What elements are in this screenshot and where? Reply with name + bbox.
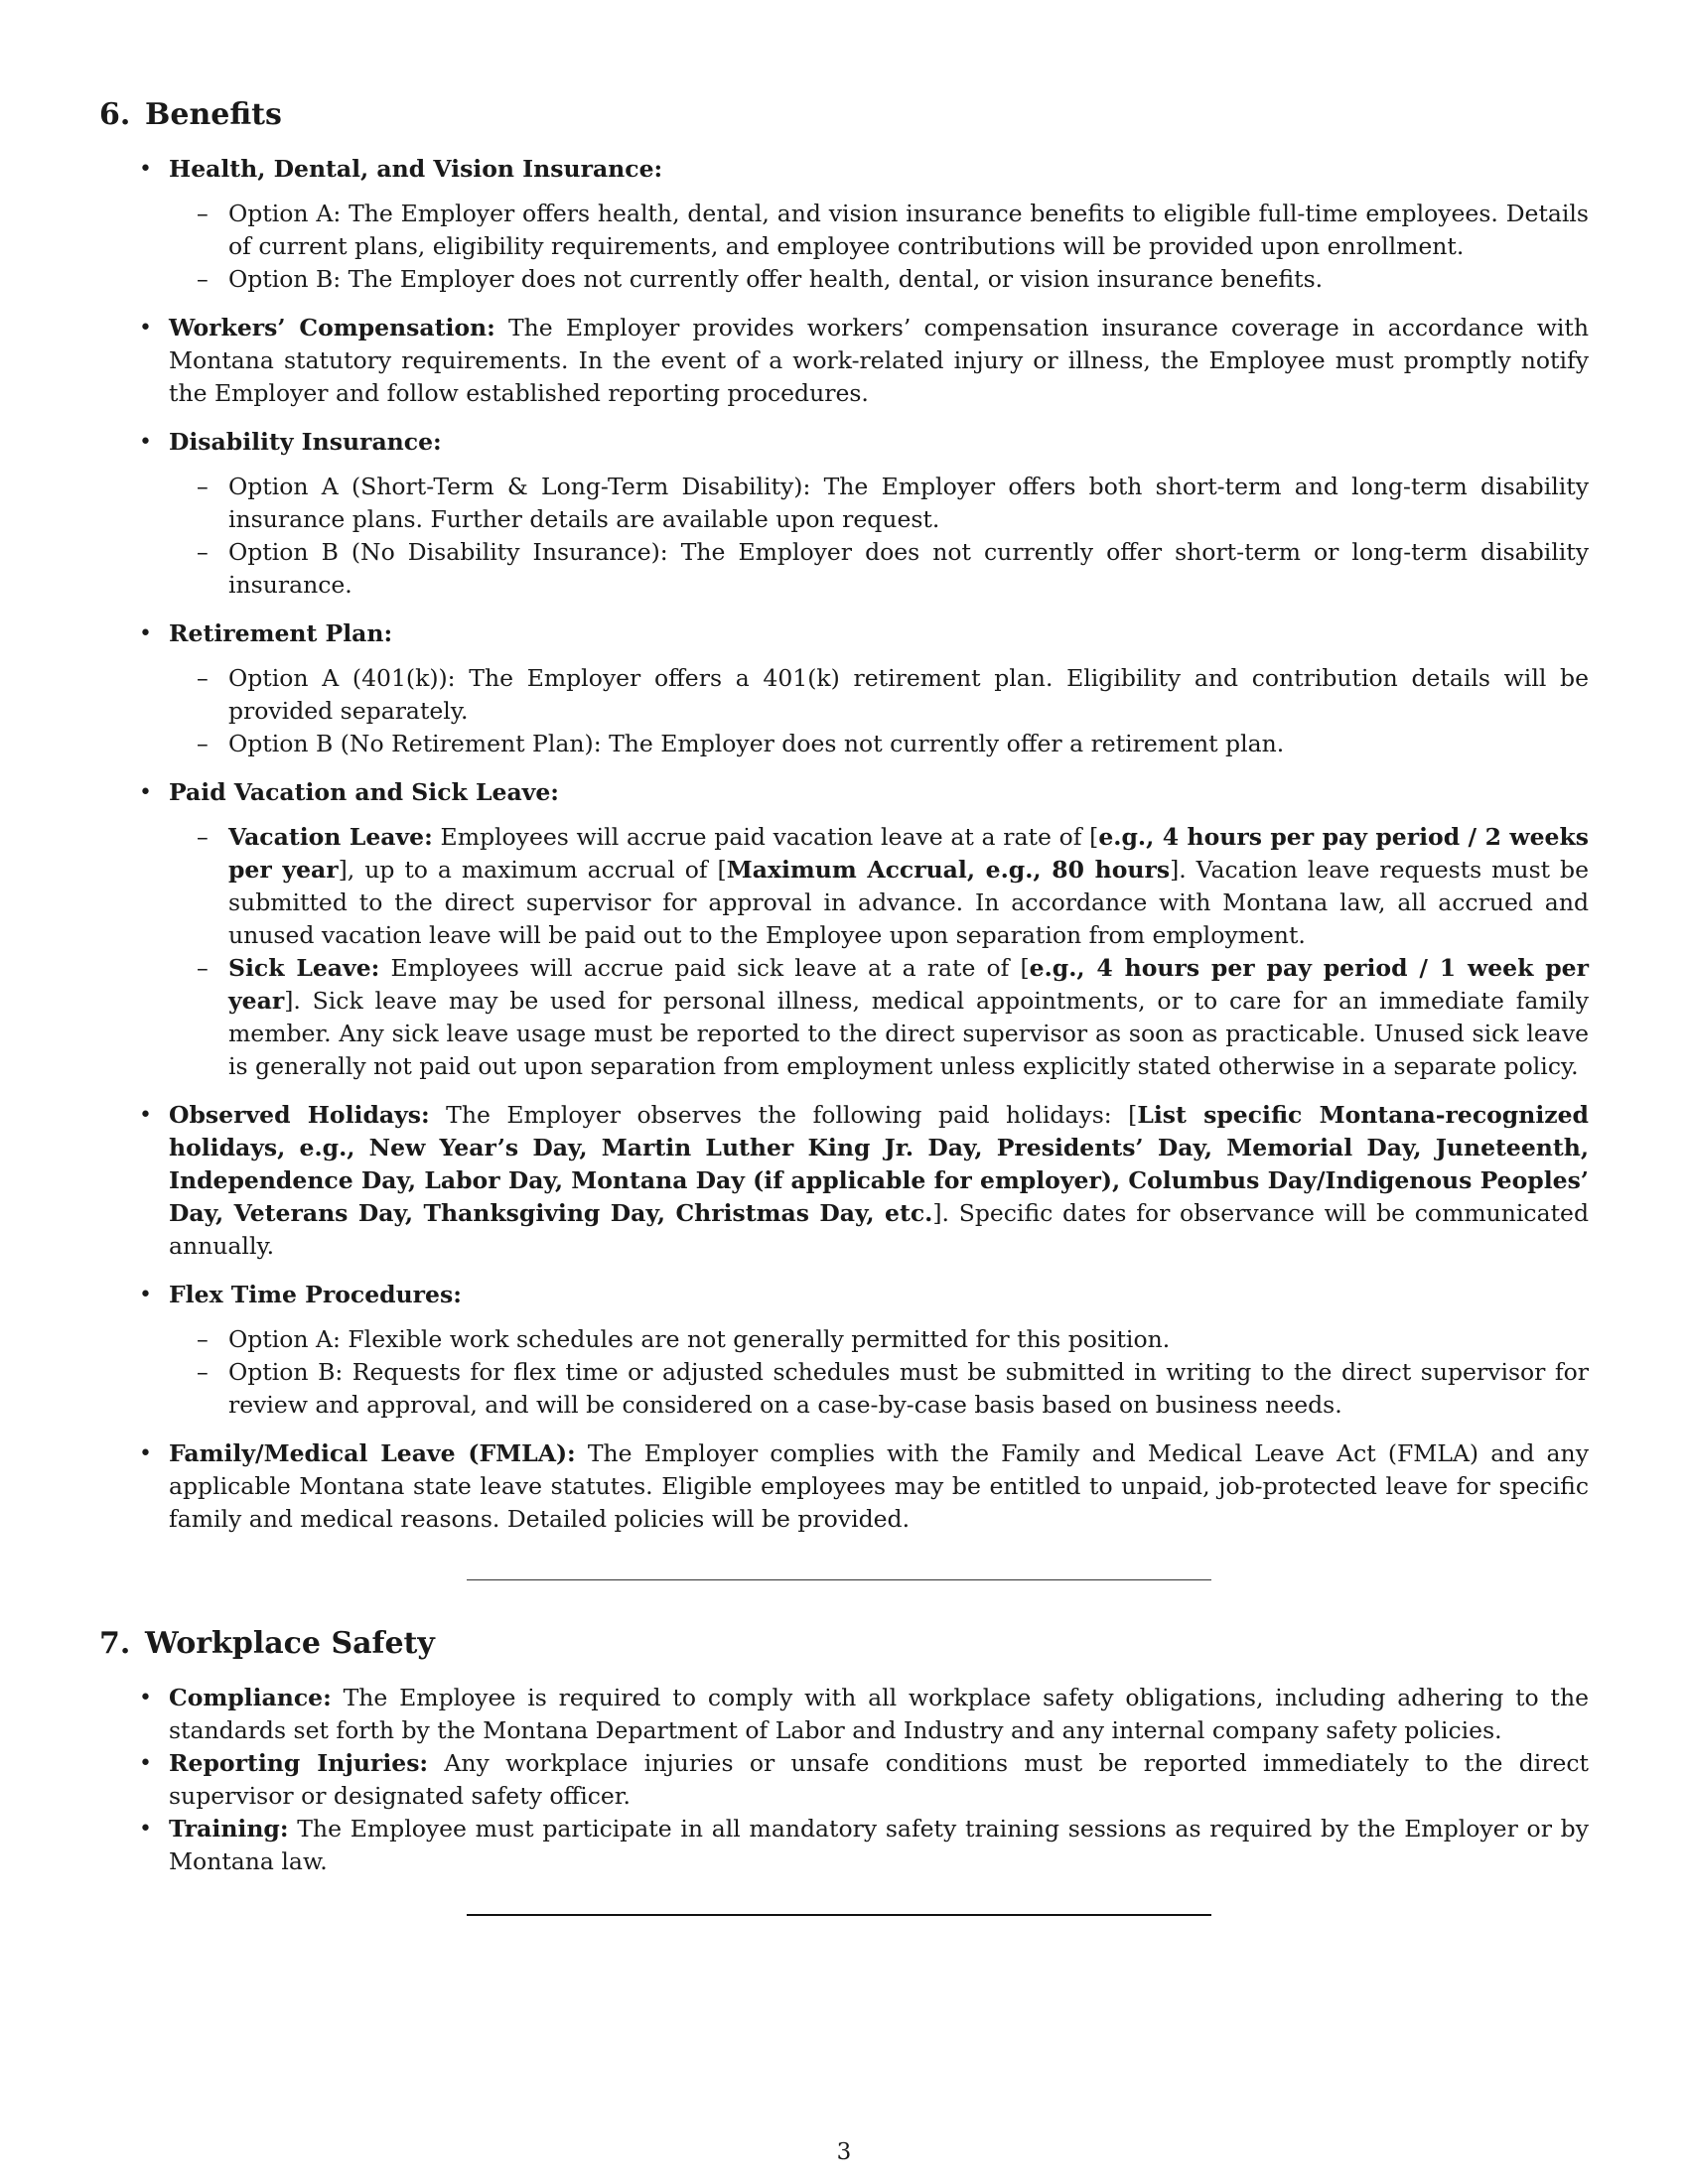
sub-item: – Option B (No Disability Insurance): The Employer does not currently offer short-term or long-term disability insurance. (228, 536, 1589, 602)
sub-item-vacation: – Vacation Leave: Employees will accrue paid vacation leave at a rate of [e.g., 4 hours per pay period / 2 weeks per year], up to a maximum accrual of [Maximum Accrual, e.g., 80 hours]. Vacation leave requests must be submitted to the direct supervisor for approval in advance. In accordance with Montana law, all accrued and unused vacation leave will be paid out to the Employee upon separation from employment. (228, 821, 1589, 952)
sublist-health (169, 198, 1589, 296)
list-item-retirement: • Retirement Plan: – Option A (401(k)): The Employer offers a 401(k) retirement plan. Eligibility and contribution details will be provided separately. – Option B (No Retirement Plan): The Employer does not currently offer a retirement plan. (169, 617, 1589, 760)
sub-item: – Option B (No Retirement Plan): The Employer does not currently offer a retirement plan. (228, 728, 1589, 760)
list-item-health: • Health, Dental, and Vision Insurance: – Option A: The Employer offers health, dental, and vision insurance benefits to eligible full-time employees. Details of current plans, eligibility requirements, and employee contributions will be provided upon enrollment. – Option B: The Employer does not currently offer health, dental, or vision insurance benefits. (169, 153, 1589, 296)
safety-list (99, 1682, 1589, 1878)
list-item-workers-comp: • Workers’ Compensation: The Employer provides workers’ compensation insurance coverage in accordance with Montana statutory requirements. In the event of a work-related injury or illness, the Employee must promptly notify the Employer and follow established reporting procedures. (169, 312, 1589, 410)
document-page (99, 95, 1589, 2180)
list-item-disability: • Disability Insurance: – Option A (Short-Term & Long-Term Disability): The Employer offers both short-term and long-term disability insurance plans. Further details are available upon request. – Option B (No Disability Insurance): The Employer does not currently offer short-term or long-term disability insurance. (169, 426, 1589, 602)
horizontal-divider (467, 1914, 1211, 1916)
sub-item: – Option A (Short-Term & Long-Term Disability): The Employer offers both short-term and long-term disability insurance plans. Further details are available upon request. (228, 471, 1589, 536)
list-item-fmla: • Family/Medical Leave (FMLA): The Employer complies with the Family and Medical Leave Act (FMLA) and any applicable Montana state leave statutes. Eligible employees may be entitled to unpaid, job-protected leave for specific family and medical reasons. Detailed policies will be provided. (169, 1437, 1589, 1536)
sub-item-sick: – Sick Leave: Employees will accrue paid sick leave at a rate of [e.g., 4 hours per pay period / 1 week per year]. Sick leave may be used for personal illness, medical appointments, or to care for an immediate family member. Any sick leave usage must be reported to the direct supervisor as soon as practicable. Unused sick leave is generally not paid out upon separation from employment unless explicitly stated otherwise in a separate policy. (228, 952, 1589, 1083)
sublist-disability (169, 471, 1589, 602)
benefits-list (99, 153, 1589, 1536)
sublist-flex-time (169, 1323, 1589, 1422)
horizontal-divider (467, 1579, 1211, 1580)
list-item-reporting-injuries: • Reporting Injuries: Any workplace injuries or unsafe conditions must be reported immediately to the direct supervisor or designated safety officer. (169, 1747, 1589, 1813)
sub-item: – Option B: The Employer does not currently offer health, dental, or vision insurance benefits. (228, 263, 1589, 296)
sub-item: – Option A (401(k)): The Employer offers a 401(k) retirement plan. Eligibility and contribution details will be provided separately. (228, 662, 1589, 728)
sublist-retirement (169, 662, 1589, 760)
section-heading-benefits: 6. Benefits (99, 97, 282, 132)
list-item-leave: • Paid Vacation and Sick Leave: – Vacation Leave: Employees will accrue paid vacation leave at a rate of [e.g., 4 hours per pay period / 2 weeks per year], up to a maximum accrual of [Maximum Accrual, e.g., 80 hours]. Vacation leave requests must be submitted to the direct supervisor for approval in advance. In accordance with Montana law, all accrued and unused vacation leave will be paid out to the Employee upon separation from employment. – Sick Leave: Employees will accrue paid sick leave at a rate of [e.g., 4 hours per pay period / 1 week per year]. Sick leave may be used for personal illness, medical appointments, or to care for an immediate family member. Any sick leave usage must be reported to the direct supervisor as soon as practicable. Unused sick leave is generally not paid out upon separation from employment unless explicitly stated otherwise in a separate policy. (169, 776, 1589, 1083)
list-item-training: • Training: The Employee must participate in all mandatory safety training sessions as required by the Employer or by Montana law. (169, 1813, 1589, 1878)
section-heading-workplace-safety: 7. Workplace Safety (99, 1626, 435, 1661)
list-item-flex-time: • Flex Time Procedures: – Option A: Flexible work schedules are not generally permitted for this position. – Option B: Requests for flex time or adjusted schedules must be submitted in writing to the direct supervisor for review and approval, and will be considered on a case-by-case basis based on business needs. (169, 1279, 1589, 1422)
sublist-leave (169, 821, 1589, 1083)
page-number: 3 (836, 2139, 852, 2165)
sub-item: – Option A: The Employer offers health, dental, and vision insurance benefits to eligible full-time employees. Details of current plans, eligibility requirements, and employee contributions will be provided upon enrollment. (228, 198, 1589, 263)
list-item-compliance: • Compliance: The Employee is required to comply with all workplace safety obligations, including adhering to the standards set forth by the Montana Department of Labor and Industry and any internal company safety policies. (169, 1682, 1589, 1747)
sub-item: – Option A: Flexible work schedules are not generally permitted for this position. (228, 1323, 1589, 1356)
sub-item: – Option B: Requests for flex time or adjusted schedules must be submitted in writing to the direct supervisor for review and approval, and will be considered on a case-by-case basis based on business needs. (228, 1356, 1589, 1422)
list-item-holidays: • Observed Holidays: The Employer observes the following paid holidays: [List specific Montana-recognized holidays, e.g., New Year’s Day, Martin Luther King Jr. Day, Presidents’ Day, Memorial Day, Juneteenth, Independence Day, Labor Day, Montana Day (if applicable for employer), Columbus Day/Indigenous Peoples’ Day, Veterans Day, Thanksgiving Day, Christmas Day, etc.]. Specific dates for observance will be communicated annually. (169, 1099, 1589, 1263)
